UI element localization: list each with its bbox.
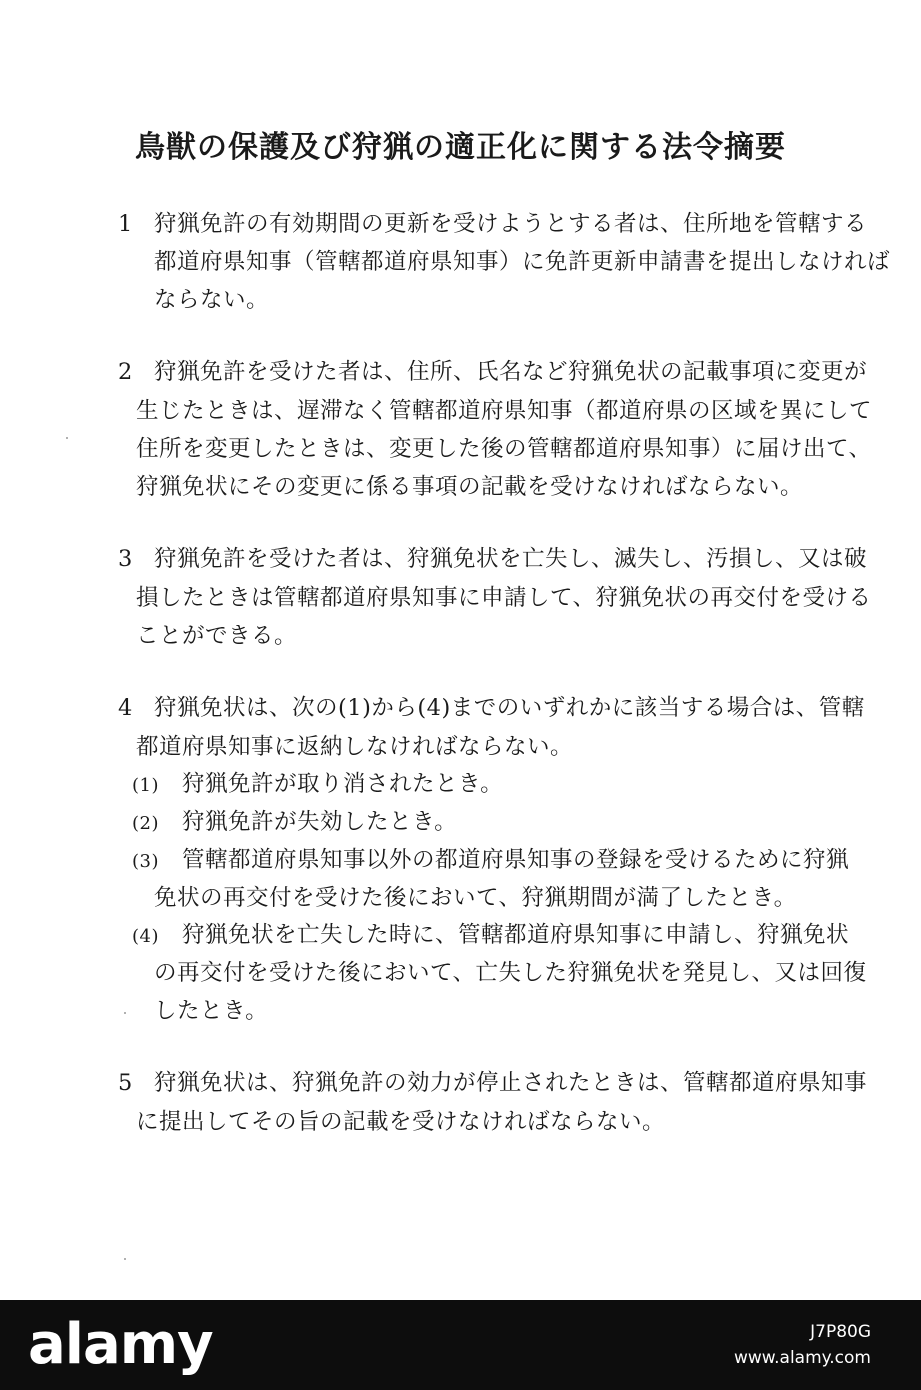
item-4-sub-3-line-2: 免状の再交付を受けた後において、狩猟期間が満了したとき。 [154, 885, 797, 911]
scan-speck [124, 1012, 126, 1014]
item-3-line-2: 損したときは管轄都道府県知事に申請して、狩猟免状の再交付を受ける [136, 585, 872, 611]
item-1-line-2: 都道府県知事（管轄都道府県知事）に免許更新申請書を提出しなければ [154, 249, 891, 275]
alamy-logo: alamy [28, 1312, 213, 1377]
scan-speck [66, 437, 68, 439]
item-4-line-1: 4 狩猟免状は、次の(1)から(4)までのいずれかに該当する場合は、管轄 [118, 695, 865, 721]
image-id: J7P80G [810, 1322, 871, 1342]
item-2-line-2: 生じたときは、遅滞なく管轄都道府県知事（都道府県の区域を異にして [136, 398, 873, 424]
item-5-number: 5 [118, 1070, 133, 1096]
item-5-line-1: 5 狩猟免状は、狩猟免許の効力が停止されたときは、管轄都道府県知事 [118, 1070, 868, 1096]
item-4-sub-3-line-1: (3) 管轄都道府県知事以外の都道府県知事の登録を受けるために狩猟 [132, 847, 850, 873]
scan-speck [124, 1258, 126, 1260]
item-1-number: 1 [118, 211, 133, 237]
item-2-line-1: 2 狩猟免許を受けた者は、住所、氏名など狩猟免状の記載事項に変更が [118, 359, 868, 385]
item-3-line-1: 3 狩猟免許を受けた者は、狩猟免状を亡失し、滅失し、汚損し、又は破 [118, 546, 868, 572]
sub-3-label: (3) [132, 851, 159, 872]
item-4-number: 4 [118, 695, 133, 721]
item-3-line-3: ことができる。 [136, 623, 298, 649]
item-3-number: 3 [118, 546, 133, 572]
sub-4-label: (4) [132, 926, 159, 947]
item-1-line-3: ならない。 [154, 287, 270, 313]
item-4-sub-4-line-2: の再交付を受けた後において、亡失した狩猟免状を発見し、又は回復 [154, 960, 867, 986]
item-4-sub-1: (1) 狩猟免許が取り消されたとき。 [132, 771, 504, 797]
item-4-sub-2: (2) 狩猟免許が失効したとき。 [132, 809, 458, 835]
sub-2-label: (2) [132, 813, 159, 834]
item-2-line-3: 住所を変更したときは、変更した後の管轄都道府県知事）に届け出て、 [136, 436, 872, 462]
document-title: 鳥獣の保護及び狩猟の適正化に関する法令摘要 [135, 130, 786, 165]
item-2-line-4: 狩猟免状にその変更に係る事項の記載を受けなければならない。 [136, 474, 804, 500]
item-2-number: 2 [118, 359, 133, 385]
site-url: www.alamy.com [733, 1348, 871, 1368]
sub-1-label: (1) [132, 775, 159, 796]
item-4-sub-4-line-3: したとき。 [154, 998, 269, 1024]
item-1-line-1: 1 狩猟免許の有効期間の更新を受けようとする者は、住所地を管轄する [118, 211, 868, 237]
watermark-banner [0, 1300, 921, 1390]
item-4-line-2: 都道府県知事に返納しなければならない。 [136, 734, 574, 760]
item-5-line-2: に提出してその旨の記載を受けなければならない。 [136, 1109, 666, 1135]
item-4-sub-4-line-1: (4) 狩猟免状を亡失した時に、管轄都道府県知事に申請し、狩猟免状 [132, 922, 850, 948]
